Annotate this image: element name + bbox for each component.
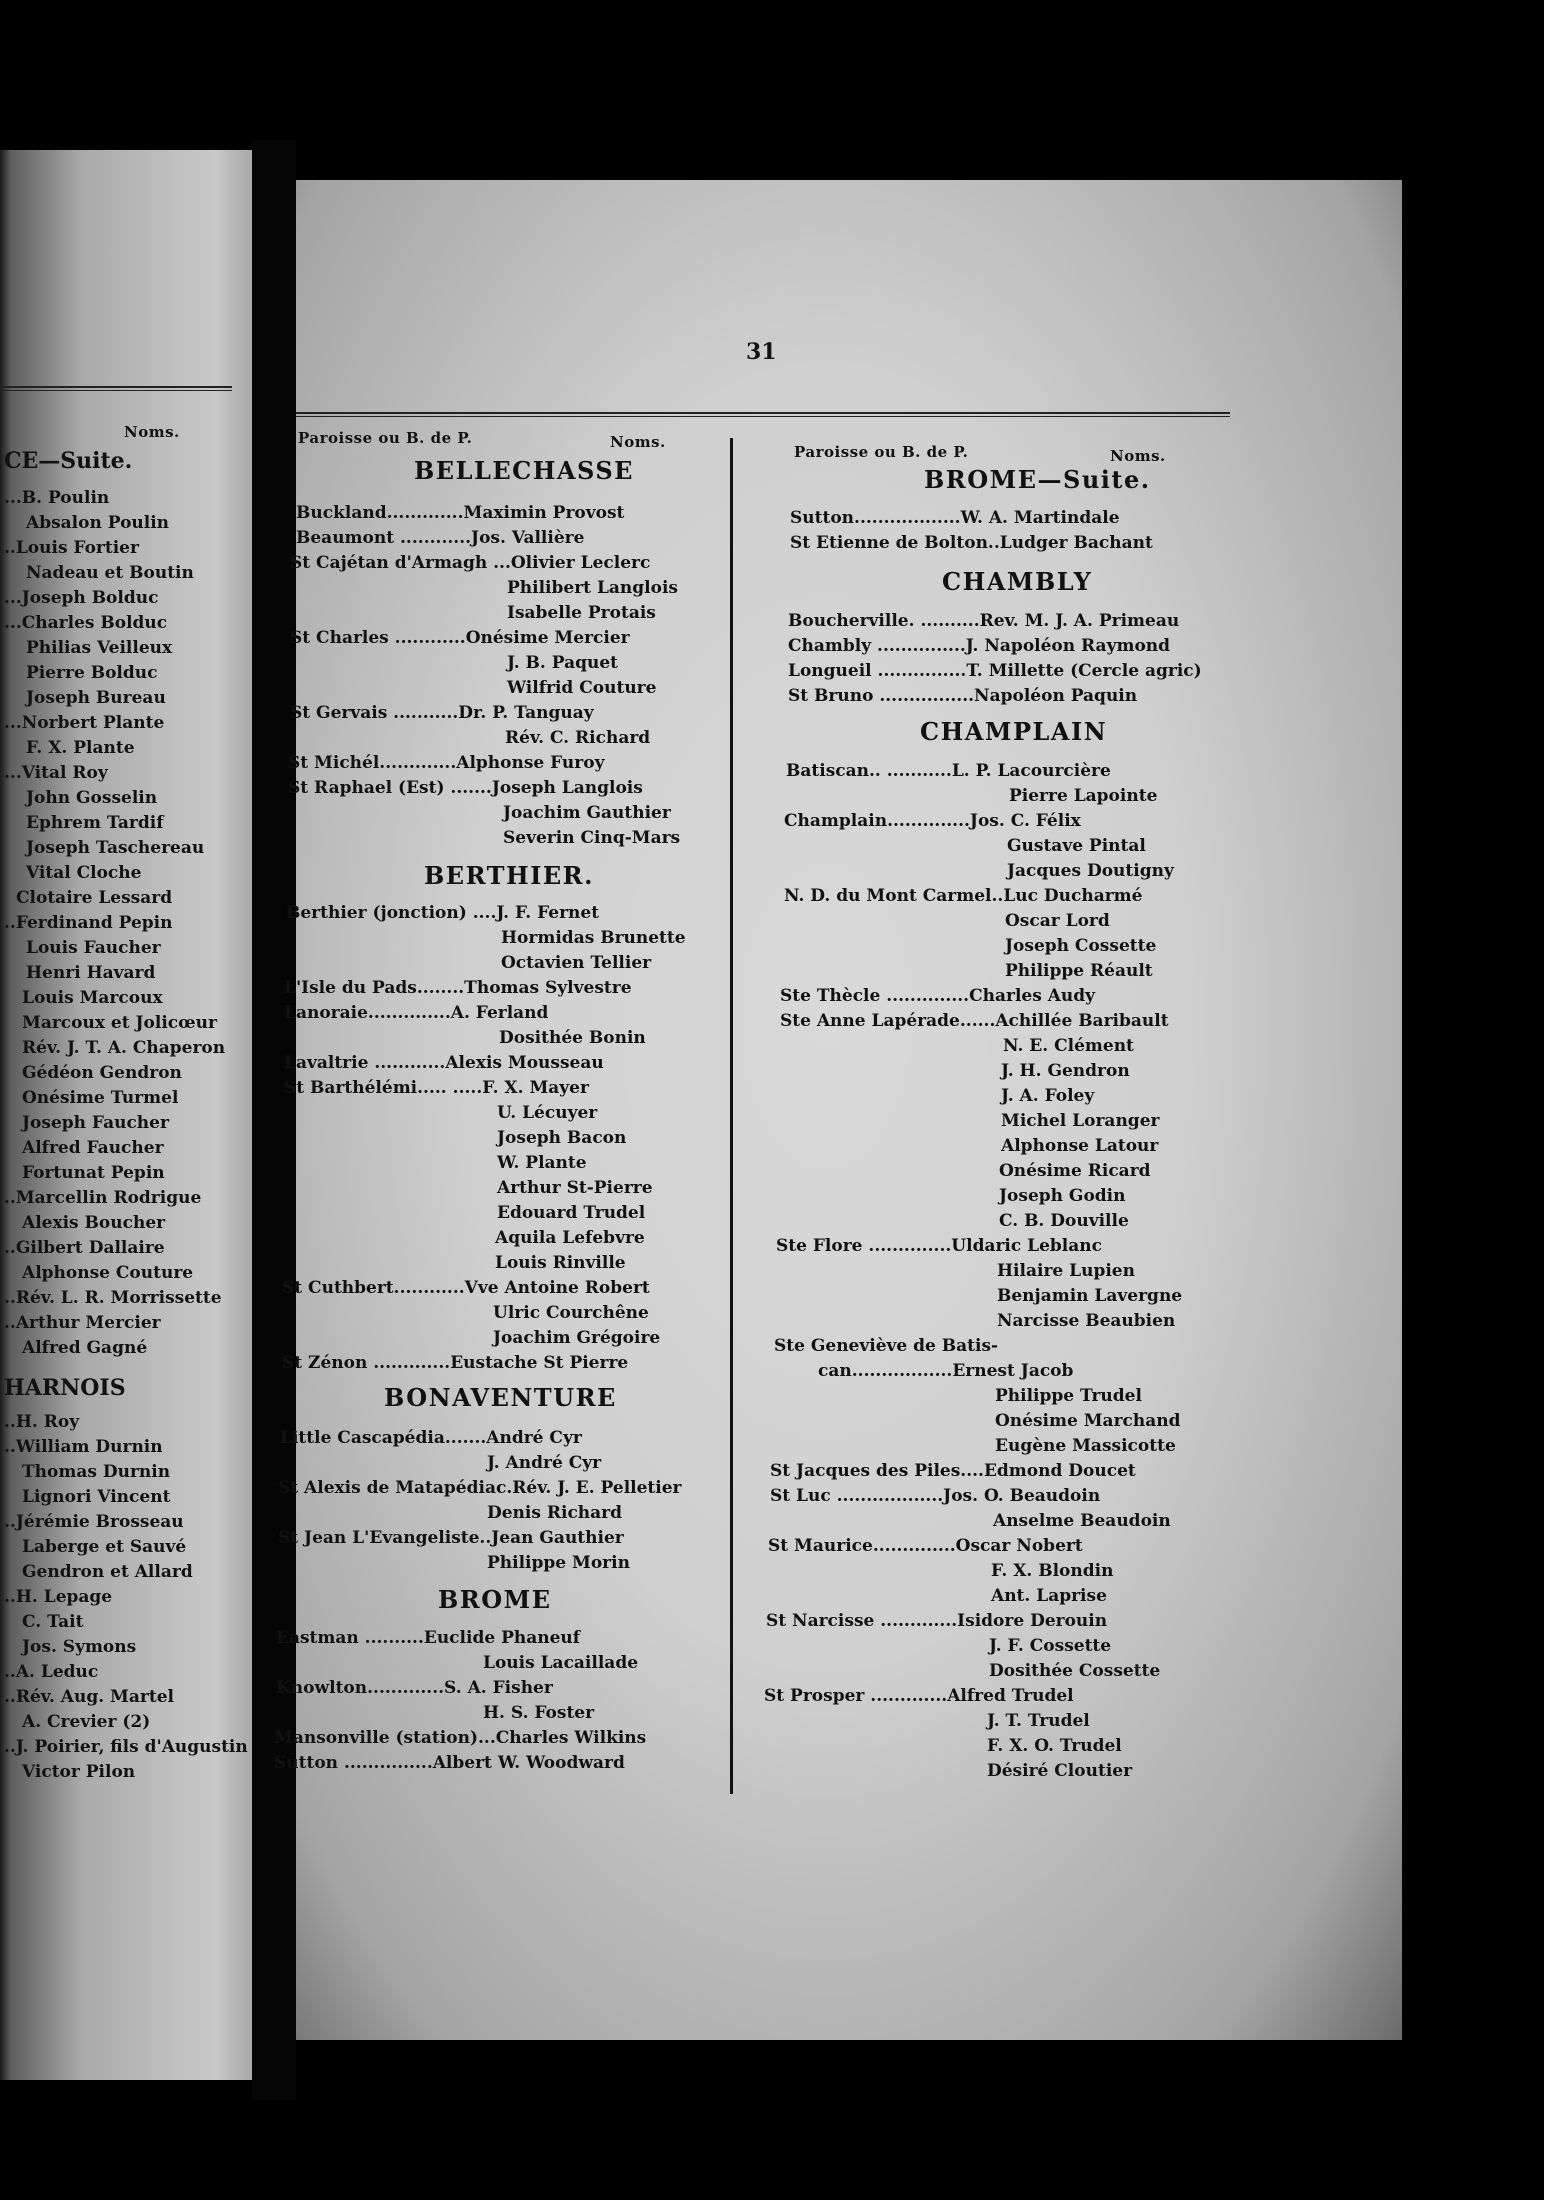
left-entry-line: Lignori Vincent xyxy=(22,1487,171,1507)
center-entry-line: Louis Lacaillade xyxy=(483,1653,639,1673)
left-entry-line: ..Marcellin Rodrigue xyxy=(4,1188,202,1208)
center-entry-line: Lanoraie..............A. Ferland xyxy=(284,1003,549,1023)
right-entry-line: Batiscan.. ...........L. P. Lacourcière xyxy=(786,761,1111,781)
center-entry-line: Sutton ...............Albert W. Woodward xyxy=(274,1753,625,1773)
left-entry-line: ...B. Poulin xyxy=(4,488,110,508)
right-entry-line: Boucherville. ..........Rev. M. J. A. Primeau xyxy=(788,611,1180,631)
right-entry-line: Gustave Pintal xyxy=(1007,836,1146,856)
right-entry-line: Philippe Trudel xyxy=(995,1386,1142,1406)
right-entry-line: Narcisse Beaubien xyxy=(997,1311,1176,1331)
right-entry-line: St Luc ..................Jos. O. Beaudoin xyxy=(770,1486,1101,1506)
left-entry-line: Joseph Taschereau xyxy=(26,838,205,858)
left-entry-line: F. X. Plante xyxy=(26,738,135,758)
left-entry-line: Clotaire Lessard xyxy=(16,888,173,908)
left-entry-line: Laberge et Sauvé xyxy=(22,1537,187,1557)
left-entry-line: ...Vital Roy xyxy=(4,763,108,783)
right-entry-line: Benjamin Lavergne xyxy=(997,1286,1183,1306)
left-entry-line: ..Arthur Mercier xyxy=(4,1313,161,1333)
left-entry-line: ..William Durnin xyxy=(4,1437,163,1457)
left-entry-line: ...Joseph Bolduc xyxy=(4,588,159,608)
right-entry-line: Champlain..............Jos. C. Félix xyxy=(784,811,1081,831)
center-entry-line: St Cajétan d'Armagh ...Olivier Leclerc xyxy=(290,553,651,573)
center-entry-line: Joseph Bacon xyxy=(497,1128,627,1148)
left-names-header: Noms. xyxy=(124,423,180,441)
right-entry-line: Jacques Doutigny xyxy=(1007,861,1174,881)
section-heading: BELLECHASSE xyxy=(414,456,634,485)
center-entry-line: St Cuthbert............Vve Antoine Robert xyxy=(282,1278,650,1298)
section-heading: BONAVENTURE xyxy=(384,1383,617,1412)
center-entry-line: Buckland.............Maximin Provost xyxy=(296,503,625,523)
center-entry-line: St Jean L'Evangeliste..Jean Gauthier xyxy=(278,1528,624,1548)
center-entry-line: L'Isle du Pads........Thomas Sylvestre xyxy=(284,978,632,998)
left-entry-line: Alfred Faucher xyxy=(22,1138,164,1158)
center-entry-line: Ulric Courchêne xyxy=(493,1303,649,1323)
center-entry-line: Dosithée Bonin xyxy=(499,1028,646,1048)
section-heading: CE—Suite. xyxy=(4,448,133,474)
column-divider xyxy=(730,438,733,1794)
right-entry-line: N. E. Clément xyxy=(1003,1036,1134,1056)
center-entry-line: Wilfrid Couture xyxy=(507,678,657,698)
center-entry-line: Octavien Tellier xyxy=(501,953,652,973)
left-entry-line: ..Rév. L. R. Morrissette xyxy=(4,1288,222,1308)
left-entry-line: Alfred Gagné xyxy=(22,1338,148,1358)
page-number: 31 xyxy=(746,339,777,365)
center-entry-line: Philippe Morin xyxy=(487,1553,630,1573)
right-entry-line: Pierre Lapointe xyxy=(1009,786,1158,806)
left-entry-line: Joseph Faucher xyxy=(22,1113,169,1133)
left-entry-line: Philias Veilleux xyxy=(26,638,173,658)
right-entry-line: Onésime Marchand xyxy=(995,1411,1181,1431)
left-entry-line: A. Crevier (2) xyxy=(22,1712,151,1732)
left-entry-line: Henri Havard xyxy=(26,963,156,983)
right-names-header: Noms. xyxy=(1110,447,1166,465)
book-spine xyxy=(252,140,296,2100)
center-entry-line: Edouard Trudel xyxy=(497,1203,646,1223)
left-entry-line: ..A. Leduc xyxy=(4,1662,99,1682)
center-entry-line: St Charles ............Onésime Mercier xyxy=(290,628,630,648)
left-entry-line: Absalon Poulin xyxy=(26,513,170,533)
right-entry-line: Chambly ...............J. Napoléon Raymond xyxy=(788,636,1171,656)
left-entry-line: ...Norbert Plante xyxy=(4,713,165,733)
right-entry-line: Ste Thècle ..............Charles Audy xyxy=(780,986,1096,1006)
center-entry-line: St Alexis de Matapédiac.Rév. J. E. Pelletier xyxy=(278,1478,682,1498)
right-entry-line: Dosithée Cossette xyxy=(989,1661,1161,1681)
left-entry-line: Ephrem Tardif xyxy=(26,813,164,833)
right-entry-line: Joseph Cossette xyxy=(1005,936,1157,956)
left-entry-line: ..Rév. Aug. Martel xyxy=(4,1687,174,1707)
section-heading: BROME xyxy=(438,1585,552,1614)
right-entry-line: St Bruno ................Napoléon Paquin xyxy=(788,686,1138,706)
left-entry-line: Victor Pilon xyxy=(22,1762,136,1782)
center-entry-line: Little Cascapédia.......André Cyr xyxy=(280,1428,582,1448)
right-entry-line: J. A. Foley xyxy=(1001,1086,1095,1106)
left-entry-line: Gendron et Allard xyxy=(22,1562,193,1582)
center-entry-line: Joachim Grégoire xyxy=(493,1328,661,1348)
right-entry-line: J. H. Gendron xyxy=(1001,1061,1130,1081)
section-heading: BROME—Suite. xyxy=(924,465,1151,494)
center-entry-line: St Barthélémi..... .....F. X. Mayer xyxy=(284,1078,589,1098)
left-entry-line: Rév. J. T. A. Chaperon xyxy=(22,1038,226,1058)
right-entry-line: Onésime Ricard xyxy=(999,1161,1151,1181)
center-entry-line: St Raphael (Est) .......Joseph Langlois xyxy=(288,778,643,798)
left-entry-line: Thomas Durnin xyxy=(22,1462,171,1482)
right-entry-line: Sutton..................W. A. Martindale xyxy=(790,508,1120,528)
right-parish-header: Paroisse ou B. de P. xyxy=(794,443,969,461)
section-heading: CHAMBLY xyxy=(942,567,1093,596)
left-entry-line: Fortunat Pepin xyxy=(22,1163,165,1183)
center-entry-line: Aquila Lefebvre xyxy=(495,1228,645,1248)
center-entry-line: J. B. Paquet xyxy=(507,653,619,673)
center-entry-line: Beaumont ............Jos. Vallière xyxy=(296,528,585,548)
center-entry-line: Isabelle Protais xyxy=(507,603,656,623)
center-entry-line: Joachim Gauthier xyxy=(503,803,671,823)
left-entry-line: ..H. Roy xyxy=(4,1412,80,1432)
center-entry-line: H. S. Foster xyxy=(483,1703,595,1723)
right-entry-line: Désiré Cloutier xyxy=(987,1761,1133,1781)
left-entry-line: ..Gilbert Dallaire xyxy=(4,1238,165,1258)
center-entry-line: Hormidas Brunette xyxy=(501,928,686,948)
left-entry-line: Alphonse Couture xyxy=(22,1263,194,1283)
section-heading: CHAMPLAIN xyxy=(920,717,1108,746)
left-entry-line: C. Tait xyxy=(22,1612,84,1632)
left-entry-line: John Gosselin xyxy=(26,788,158,808)
header-rule xyxy=(296,412,1230,417)
right-entry-line: St Jacques des Piles....Edmond Doucet xyxy=(770,1461,1136,1481)
right-entry-line: Alphonse Latour xyxy=(1001,1136,1159,1156)
center-parish-header: Paroisse ou B. de P. xyxy=(298,429,473,447)
center-names-header: Noms. xyxy=(610,433,666,451)
right-entry-line: Oscar Lord xyxy=(1005,911,1110,931)
left-entry-line: ..Louis Fortier xyxy=(4,538,139,558)
right-entry-line: St Narcisse .............Isidore Derouin xyxy=(766,1611,1108,1631)
center-entry-line: U. Lécuyer xyxy=(497,1103,598,1123)
right-entry-line: can.................Ernest Jacob xyxy=(818,1361,1074,1381)
center-entry-line: Knowlton.............S. A. Fisher xyxy=(276,1678,553,1698)
right-entry-line: Joseph Godin xyxy=(999,1186,1126,1206)
right-entry-line: Hilaire Lupien xyxy=(997,1261,1135,1281)
right-entry-line: Ste Anne Lapérade......Achillée Baribault xyxy=(780,1011,1169,1031)
left-entry-line: Jos. Symons xyxy=(22,1637,137,1657)
right-entry-line: St Prosper .............Alfred Trudel xyxy=(764,1686,1074,1706)
center-entry-line: Lavaltrie ............Alexis Mousseau xyxy=(284,1053,604,1073)
left-entry-line: Gédéon Gendron xyxy=(22,1063,182,1083)
right-entry-line: Anselme Beaudoin xyxy=(993,1511,1171,1531)
left-entry-line: ..J. Poirier, fils d'Augustin xyxy=(4,1737,248,1757)
center-entry-line: St Zénon .............Eustache St Pierre xyxy=(282,1353,629,1373)
right-entry-line: C. B. Douville xyxy=(999,1211,1129,1231)
left-entry-line: Nadeau et Boutin xyxy=(26,563,194,583)
center-entry-line: St Gervais ...........Dr. P. Tanguay xyxy=(290,703,594,723)
center-entry-line: Mansonville (station)...Charles Wilkins xyxy=(274,1728,647,1748)
right-entry-line: Michel Loranger xyxy=(1001,1111,1160,1131)
right-entry-line: N. D. du Mont Carmel..Luc Ducharmé xyxy=(784,886,1143,906)
center-entry-line: Arthur St-Pierre xyxy=(497,1178,653,1198)
left-entry-line: Onésime Turmel xyxy=(22,1088,179,1108)
left-entry-line: Alexis Boucher xyxy=(22,1213,166,1233)
right-entry-line: J. F. Cossette xyxy=(989,1636,1112,1656)
right-entry-line: J. T. Trudel xyxy=(987,1711,1090,1731)
left-entry-line: Louis Marcoux xyxy=(22,988,163,1008)
left-entry-line: Louis Faucher xyxy=(26,938,161,958)
center-entry-line: J. André Cyr xyxy=(487,1453,602,1473)
left-entry-line: Vital Cloche xyxy=(26,863,142,883)
center-entry-line: Philibert Langlois xyxy=(507,578,678,598)
center-entry-line: Berthier (jonction) ....J. F. Fernet xyxy=(286,903,600,923)
right-entry-line: St Etienne de Bolton..Ludger Bachant xyxy=(790,533,1153,553)
right-entry-line: Longueil ...............T. Millette (Cercle agric) xyxy=(788,661,1202,681)
center-entry-line: Rév. C. Richard xyxy=(505,728,651,748)
right-entry-line: F. X. Blondin xyxy=(991,1561,1114,1581)
center-entry-line: Eastman ..........Euclide Phaneuf xyxy=(276,1628,581,1648)
right-entry-line: Philippe Réault xyxy=(1005,961,1153,981)
right-entry-line: Ste Geneviève de Batis- xyxy=(774,1336,999,1356)
right-entry-line: Ant. Laprise xyxy=(991,1586,1107,1606)
section-heading: BERTHIER. xyxy=(424,861,594,890)
center-entry-line: Severin Cinq-Mars xyxy=(503,828,681,848)
left-entry-line: ..Ferdinand Pepin xyxy=(4,913,173,933)
left-entry-line: Joseph Bureau xyxy=(26,688,166,708)
right-entry-line: Ste Flore ..............Uldaric Leblanc xyxy=(776,1236,1102,1256)
right-entry-line: Eugène Massicotte xyxy=(995,1436,1176,1456)
right-entry-line: St Maurice..............Oscar Nobert xyxy=(768,1536,1083,1556)
left-entry-line: ..Jérémie Brosseau xyxy=(4,1512,184,1532)
right-entry-line: F. X. O. Trudel xyxy=(987,1736,1122,1756)
center-entry-line: St Michél.............Alphonse Furoy xyxy=(288,753,605,773)
center-entry-line: Denis Richard xyxy=(487,1503,623,1523)
section-heading: HARNOIS xyxy=(4,1375,126,1401)
left-header-rule xyxy=(0,386,232,391)
left-entry-line: ...Charles Bolduc xyxy=(4,613,168,633)
left-entry-line: Marcoux et Jolicœur xyxy=(22,1013,217,1033)
center-entry-line: W. Plante xyxy=(497,1153,587,1173)
left-entry-line: ..H. Lepage xyxy=(4,1587,113,1607)
center-entry-line: Louis Rinville xyxy=(495,1253,626,1273)
left-entry-line: Pierre Bolduc xyxy=(26,663,158,683)
